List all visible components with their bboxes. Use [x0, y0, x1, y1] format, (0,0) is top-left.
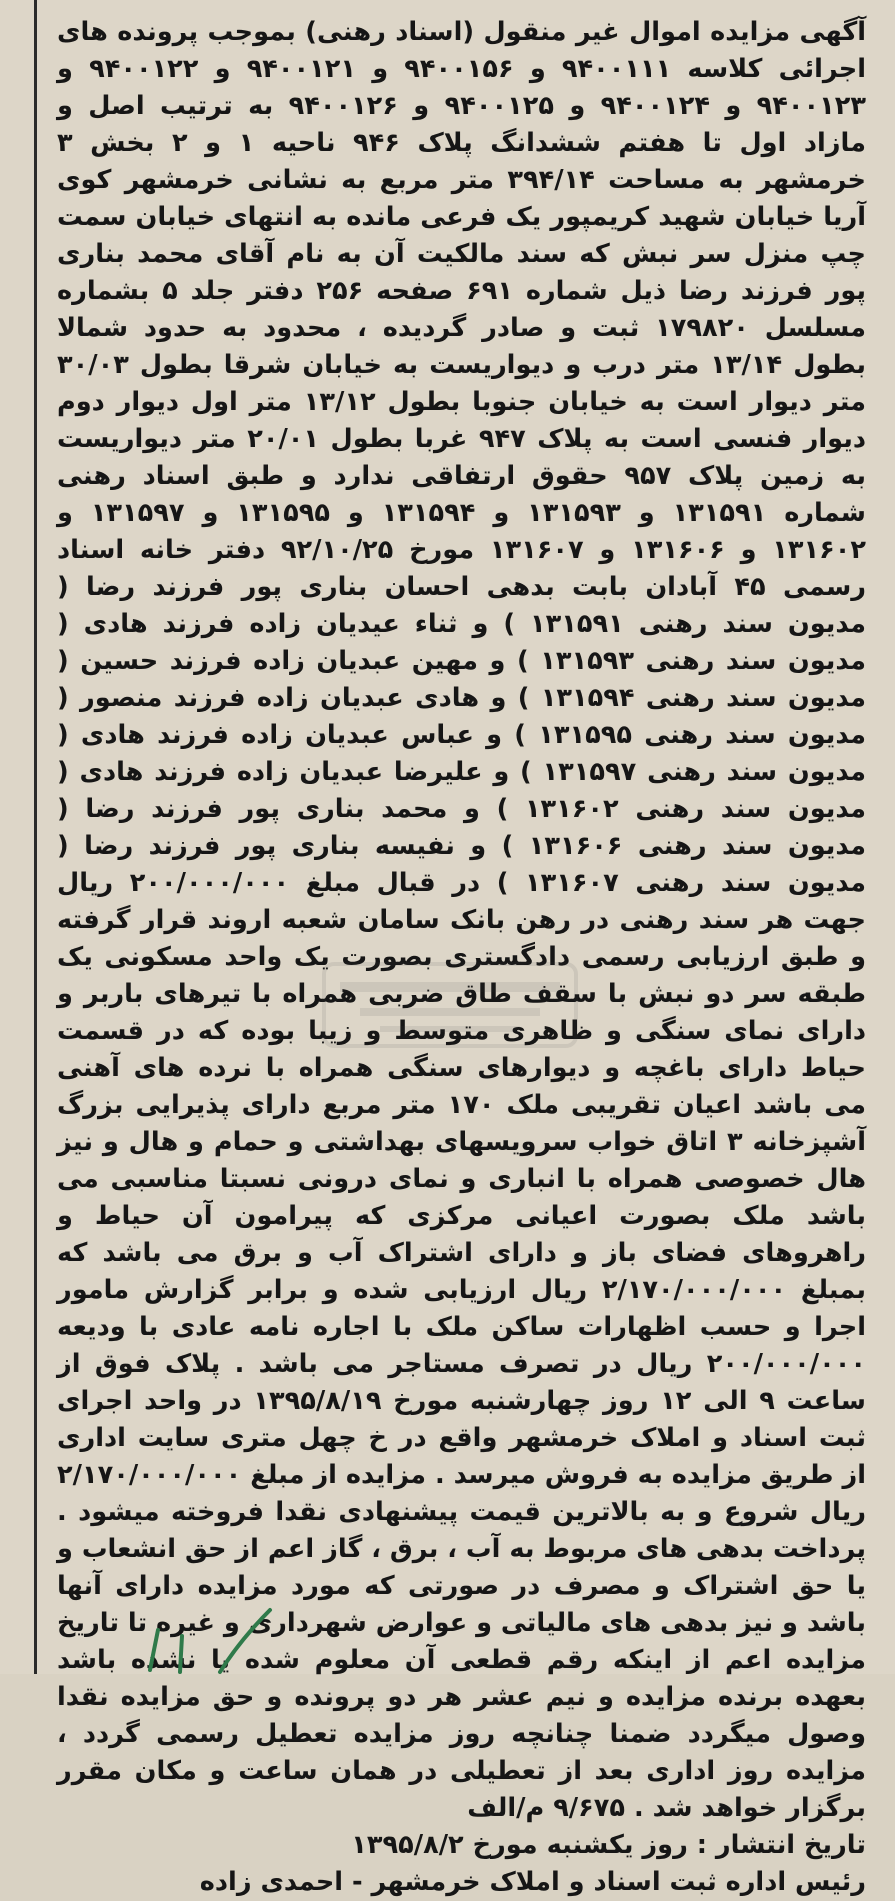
publication-date: تاریخ انتشار : روز یکشنبه مورخ ۱۳۹۵/۸/۲ [351, 1830, 866, 1860]
notice-body: آگهی مزایده اموال غیر منقول (اسناد رهنی) بموجب پرونده های اجرائی کلاسه ۹۴۰۰۱۱۱ و ۹۴۰۰۱۵۶ و ۹۴۰۰۱۲۱ و ۹۴۰۰۱۲۲ و ۹۴۰۰۱۲۳ و ۹۴۰۰۱۲۴ و ۹۴۰۰۱۲۵ و ۹۴۰۰۱۲۶ به ترتیب اصل و مازاد اول تا هفتم ششدانگ پلاک ۹۴۶ ناحیه ۱ و ۲ بخش ۳ خرمشهر به مساحت ۳۹۴/۱۴ متر مربع به نشانی خرمشهر کوی آریا خیابان شهید کریمپور یک فرعی مانده به انتهای خیابان سمت چپ منزل سر نبش که سند مالکیت آن به نام آقای محمد بناری پور فرزند رضا ذیل شماره ۶۹۱ صفحه ۲۵۶ دفتر جلد ۵ بشماره مسلسل ۱۷۹۸۲۰ ثبت و صادر گردیده ، محدود به حدود شمالا بطول ۱۳/۱۴ متر درب و دیواریست به خیابان شرقا بطول ۳۰/۰۳ متر دیوار است به خیابان جنوبا بطول ۱۳/۱۲ متر اول دیوار دوم دیوار فنسی است به پلاک ۹۴۷ غربا بطول ۲۰/۰۱ متر دیواریست به زمین پلاک ۹۵۷ حقوق ارتفاقی ندارد و طبق اسناد رهنی شماره ۱۳۱۵۹۱ و ۱۳۱۵۹۳ و ۱۳۱۵۹۴ و ۱۳۱۵۹۵ و ۱۳۱۵۹۷ و ۱۳۱۶۰۲ و ۱۳۱۶۰۶ و ۱۳۱۶۰۷ مورخ ۹۲/۱۰/۲۵ دفتر خانه اسناد رسمی ۴۵ آبادان بابت بدهی احسان بناری پور فرزند رضا ( مدیون سند رهنی ۱۳۱۵۹۱ ) و ثناء عیدیان زاده فرزند هادی ( مدیون سند رهنی ۱۳۱۵۹۳ ) و مهین عبدیان زاده فرزند حسین ( مدیون سند رهنی ۱۳۱۵۹۴ ) و هادی عبدیان زاده فرزند منصور ( مدیون سند رهنی ۱۳۱۵۹۵ ) و عباس عبدیان زاده فرزند هادی ( مدیون سند رهنی ۱۳۱۵۹۷ ) و علیرضا عبدیان زاده فرزند هادی ( مدیون سند رهنی ۱۳۱۶۰۲ ) و محمد بناری پور فرزند رضا ( مدیون سند رهنی ۱۳۱۶۰۶ ) و نفیسه بناری پور فرزند رضا ( مدیون سند رهنی ۱۳۱۶۰۷ ) در قبال مبلغ ۲۰۰/۰۰۰/۰۰۰ ریال جهت هر سند رهنی در رهن بانک سامان شعبه اروند قرار گرفته و طبق ارزیابی رسمی دادگستری بصورت یک واحد مسکونی یک طبقه سر دو نبش با سقف طاق ضربی همراه با تیرهای باربر و دارای نمای سنگی و ظاهری متوسط و زیبا بوده که در قسمت حیاط دارای باغچه و دیوارهای سنگی همراه با نرده های آهنی می باشد اعیان تقریبی ملک ۱۷۰ متر مربع دارای پذیرایی بزرگ آشپزخانه ۳ اتاق خواب سرویسهای بهداشتی و حمام و هال و نیز هال خصوصی همراه با انباری و نمای درونی نسبتا مناسبی می باشد ملک بصورت اعیانی مرکزی که پیرامون آن حیاط و راهروهای فضای باز و دارای اشتراک آب و برق می باشد که بمبلغ ۲/۱۷۰/۰۰۰/۰۰۰ ریال ارزیابی شده و برابر گزارش مامور اجرا و حسب اظهارات ساکن ملک با اجاره نامه عادی با ودیعه ۲۰۰/۰۰۰/۰۰۰ ریال در تصرف مستاجر می باشد . پلاک فوق از ساعت ۹ الی ۱۲ روز چهارشنبه مورخ ۱۳۹۵/۸/۱۹ در واحد اجرای ثبت اسناد و املاک خرمشهر واقع در خ چهل متری سایت اداری از طریق مزایده به فروش میرسد . مزایده از مبلغ ۲/۱۷۰/۰۰۰/۰۰۰ ریال شروع و به بالاترین قیمت پیشنهادی نقدا فروخته میشود . پرداخت بدهی های مربوط به آب ، برق ، گاز اعم از حق انشعاب و یا حق اشتراک و مصرف در صورتی که مورد مزایده دارای آنها باشد و نیز بدهی های مالیاتی و عوارض شهرداری و غیره تا تاریخ مزایده اعم از اینکه رقم قطعی آن معلوم شده یا نشده باشد بعهده برنده مزایده و نیم عشر هر دو پرونده و حق مزایده نقدا وصول میگردد ضمنا چنانچه روز مزایده تعطیل رسمی گردد ، مزایده روز اداری بعد از تعطیلی در همان ساعت و مکان مقرر برگزار خواهد شد . ۹/۶۷۵ م/الف [56, 17, 867, 1823]
signature-line: رئیس اداره ثبت اسناد و املاک خرمشهر - احمدی زاده [199, 1867, 866, 1897]
auction-notice [34, 0, 884, 1897]
